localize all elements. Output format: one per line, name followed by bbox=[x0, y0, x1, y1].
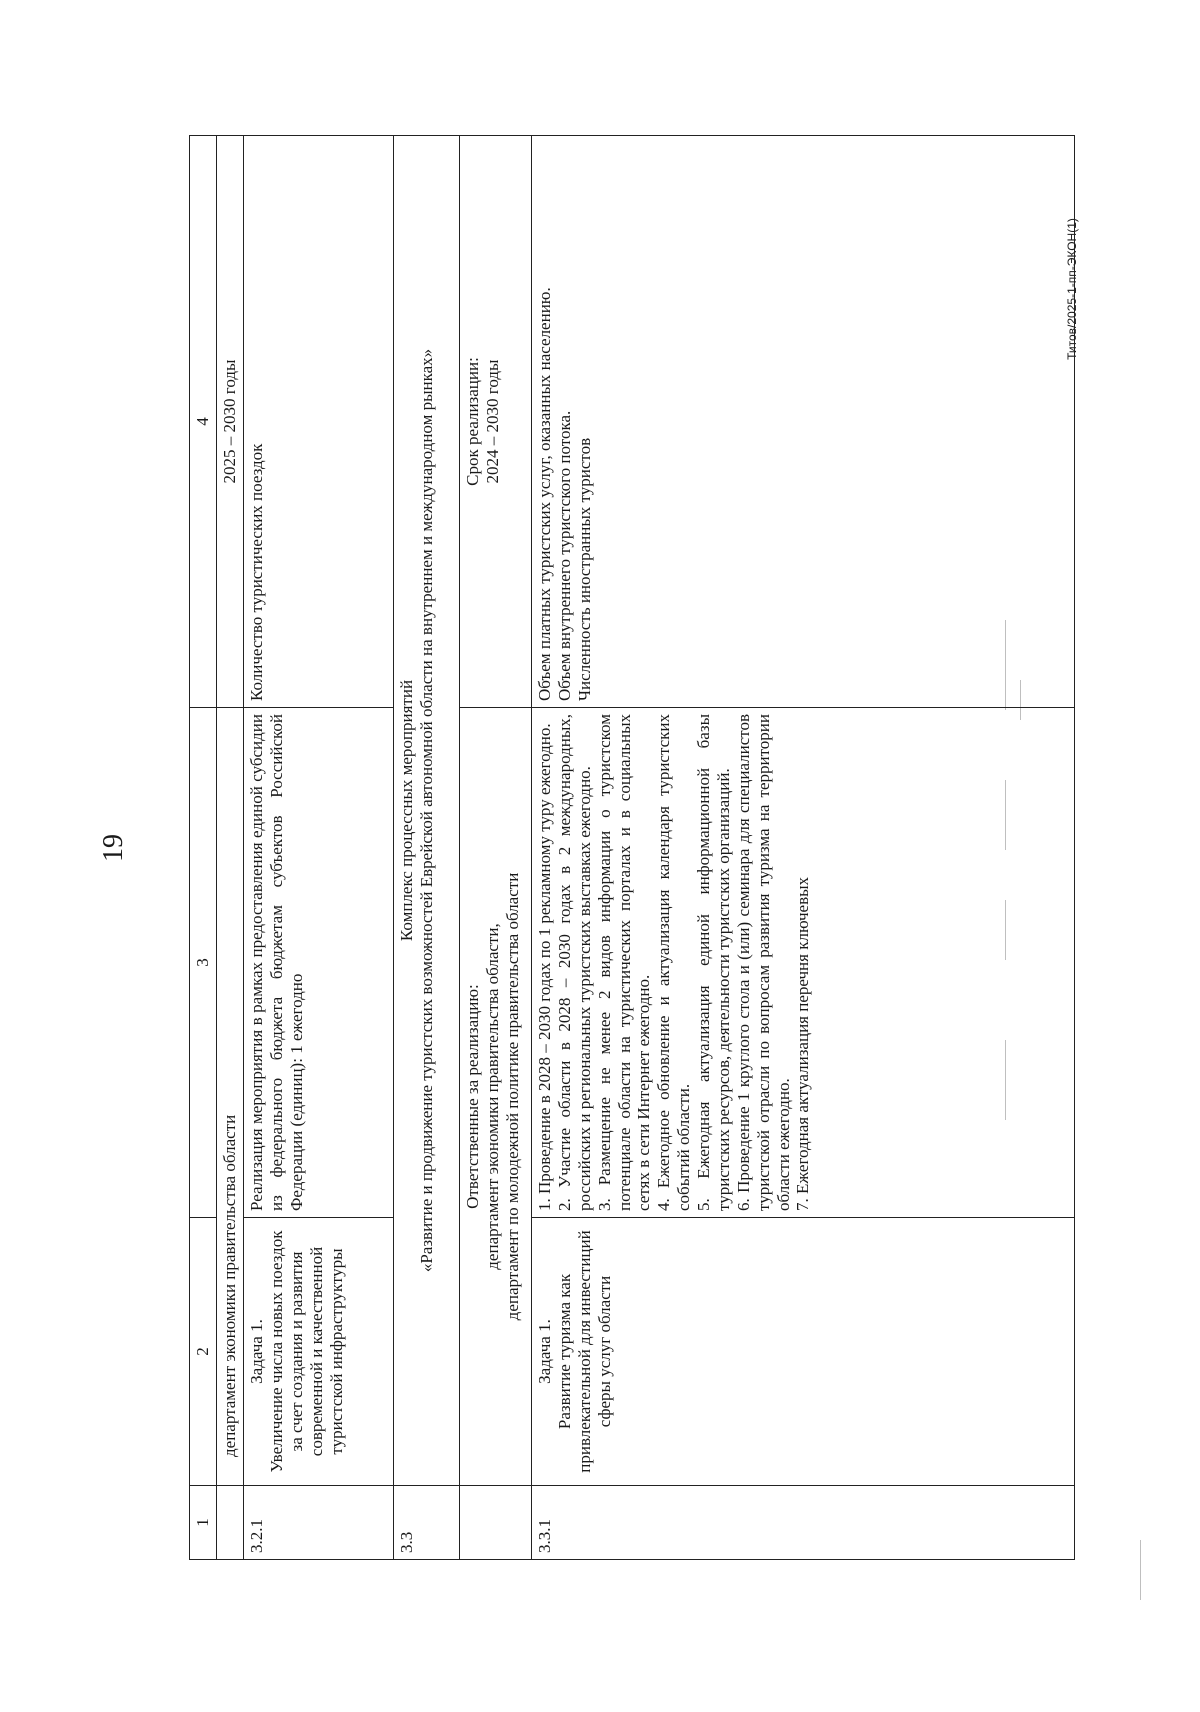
complex-title-line-1: Комплекс процессных мероприятий bbox=[397, 679, 416, 942]
table-row-3-2-1 bbox=[244, 136, 394, 1560]
department-row bbox=[217, 136, 244, 1560]
department-period: 2025 – 2030 годы bbox=[217, 136, 244, 708]
department-name: департамент экономики правительства области bbox=[217, 708, 244, 1486]
responsible-line-1: Ответственные за реализацию: bbox=[463, 984, 482, 1209]
activity-item-6: 6. Проведение 1 круглого стола и (или) семинара для специалистов туристской отрасли по вопросам развития туризма на территории области ежегодно. bbox=[733, 714, 793, 1211]
task-cell bbox=[532, 1218, 1075, 1486]
activity-item-5: 5. Ежегодная актуализация единой информационной базы туристских ресурсов, деятельности туристских организаций. bbox=[694, 714, 733, 1211]
task-cell bbox=[244, 1218, 394, 1486]
task-title: Задача 1. bbox=[535, 1319, 554, 1384]
row-number: 3.2.1 bbox=[244, 1486, 394, 1560]
header-col-2: 2 bbox=[190, 1218, 217, 1486]
header-col-4: 4 bbox=[190, 136, 217, 708]
task-text: Развитие туризма как привлекательной для инвестиций сферы услуг области bbox=[554, 1230, 614, 1473]
activity-item-1: 1. Проведение в 2028 – 2030 годах по 1 рекламному туру ежегодно. bbox=[535, 723, 554, 1211]
header-col-1: 1 bbox=[190, 1486, 217, 1560]
rotated-table-area bbox=[189, 136, 1075, 1560]
responsible-line-3: департамент по молодежной политике правительства области bbox=[502, 872, 522, 1321]
page-number: 19 bbox=[98, 834, 129, 862]
period-cell bbox=[460, 136, 532, 708]
table-row-3-3-1 bbox=[532, 136, 1075, 1560]
task-title: Задача 1. bbox=[247, 1319, 266, 1384]
department-row-empty bbox=[217, 1486, 244, 1560]
indicator-cell: Количество туристических поездок bbox=[244, 136, 394, 708]
task-text: Увеличение числа новых поездок за счет создания и развития современной и качественной туристской инфраструктуры bbox=[266, 1230, 346, 1473]
table-row-3-3 bbox=[394, 136, 460, 1560]
row-number: 3.3 bbox=[394, 1486, 460, 1560]
footer-code: Титов/2025-1-пп-ЭКОН(1) bbox=[1065, 218, 1079, 360]
indicator-item-2: Объем внутреннего туристского потока. bbox=[554, 410, 574, 701]
table-frame bbox=[189, 136, 1075, 1560]
document-table bbox=[189, 135, 1075, 1560]
indicator-item-1: Объем платных туристских услуг, оказанных населению. bbox=[535, 287, 554, 701]
responsible-row-empty bbox=[460, 1486, 532, 1560]
activity-item-7: 7. Ежегодная актуализация перечня ключевых bbox=[793, 876, 813, 1211]
complex-title-line-2: «Развитие и продвижение туристских возможностей Еврейской автономной области на внутреннем и международном рынках» bbox=[416, 348, 436, 1273]
responsible-line-2: департамент экономики правительства области, bbox=[482, 923, 502, 1270]
indicator-item-3: Численность иностранных туристов bbox=[574, 437, 594, 701]
period-line-1: Срок реализации: bbox=[463, 357, 482, 486]
header-col-3: 3 bbox=[190, 708, 217, 1218]
scan-artifact bbox=[1140, 1540, 1141, 1600]
row-number: 3.3.1 bbox=[532, 1486, 1075, 1560]
indicators-cell bbox=[532, 136, 1075, 708]
responsible-row bbox=[460, 136, 532, 1560]
activity-item-4: 4. Ежегодное обновление и актуализация календаря туристских событий области. bbox=[654, 714, 694, 1211]
period-line-2: 2024 – 2030 годы bbox=[482, 359, 502, 484]
complex-title-cell bbox=[394, 136, 460, 1486]
activities-cell bbox=[532, 708, 1075, 1218]
table-header-row bbox=[190, 136, 217, 1560]
responsible-cell bbox=[460, 708, 532, 1486]
activity-item-2: 2. Участие области в 2028 – 2030 годах в 2 международных, российских и региональных туристских выставках ежегодно. bbox=[554, 714, 594, 1211]
activity-cell: Реализация мероприятия в рамках предоставления единой субсидии из федерального бюджета бюджетам субъектов Российской Федерации (единиц): 1 ежегодно bbox=[244, 708, 394, 1218]
activity-item-3: 3. Размещение не менее 2 видов информации о туристском потенциале области на туристических порталах и в социальных сетях в сети Интернет ежегодно. bbox=[594, 714, 654, 1211]
